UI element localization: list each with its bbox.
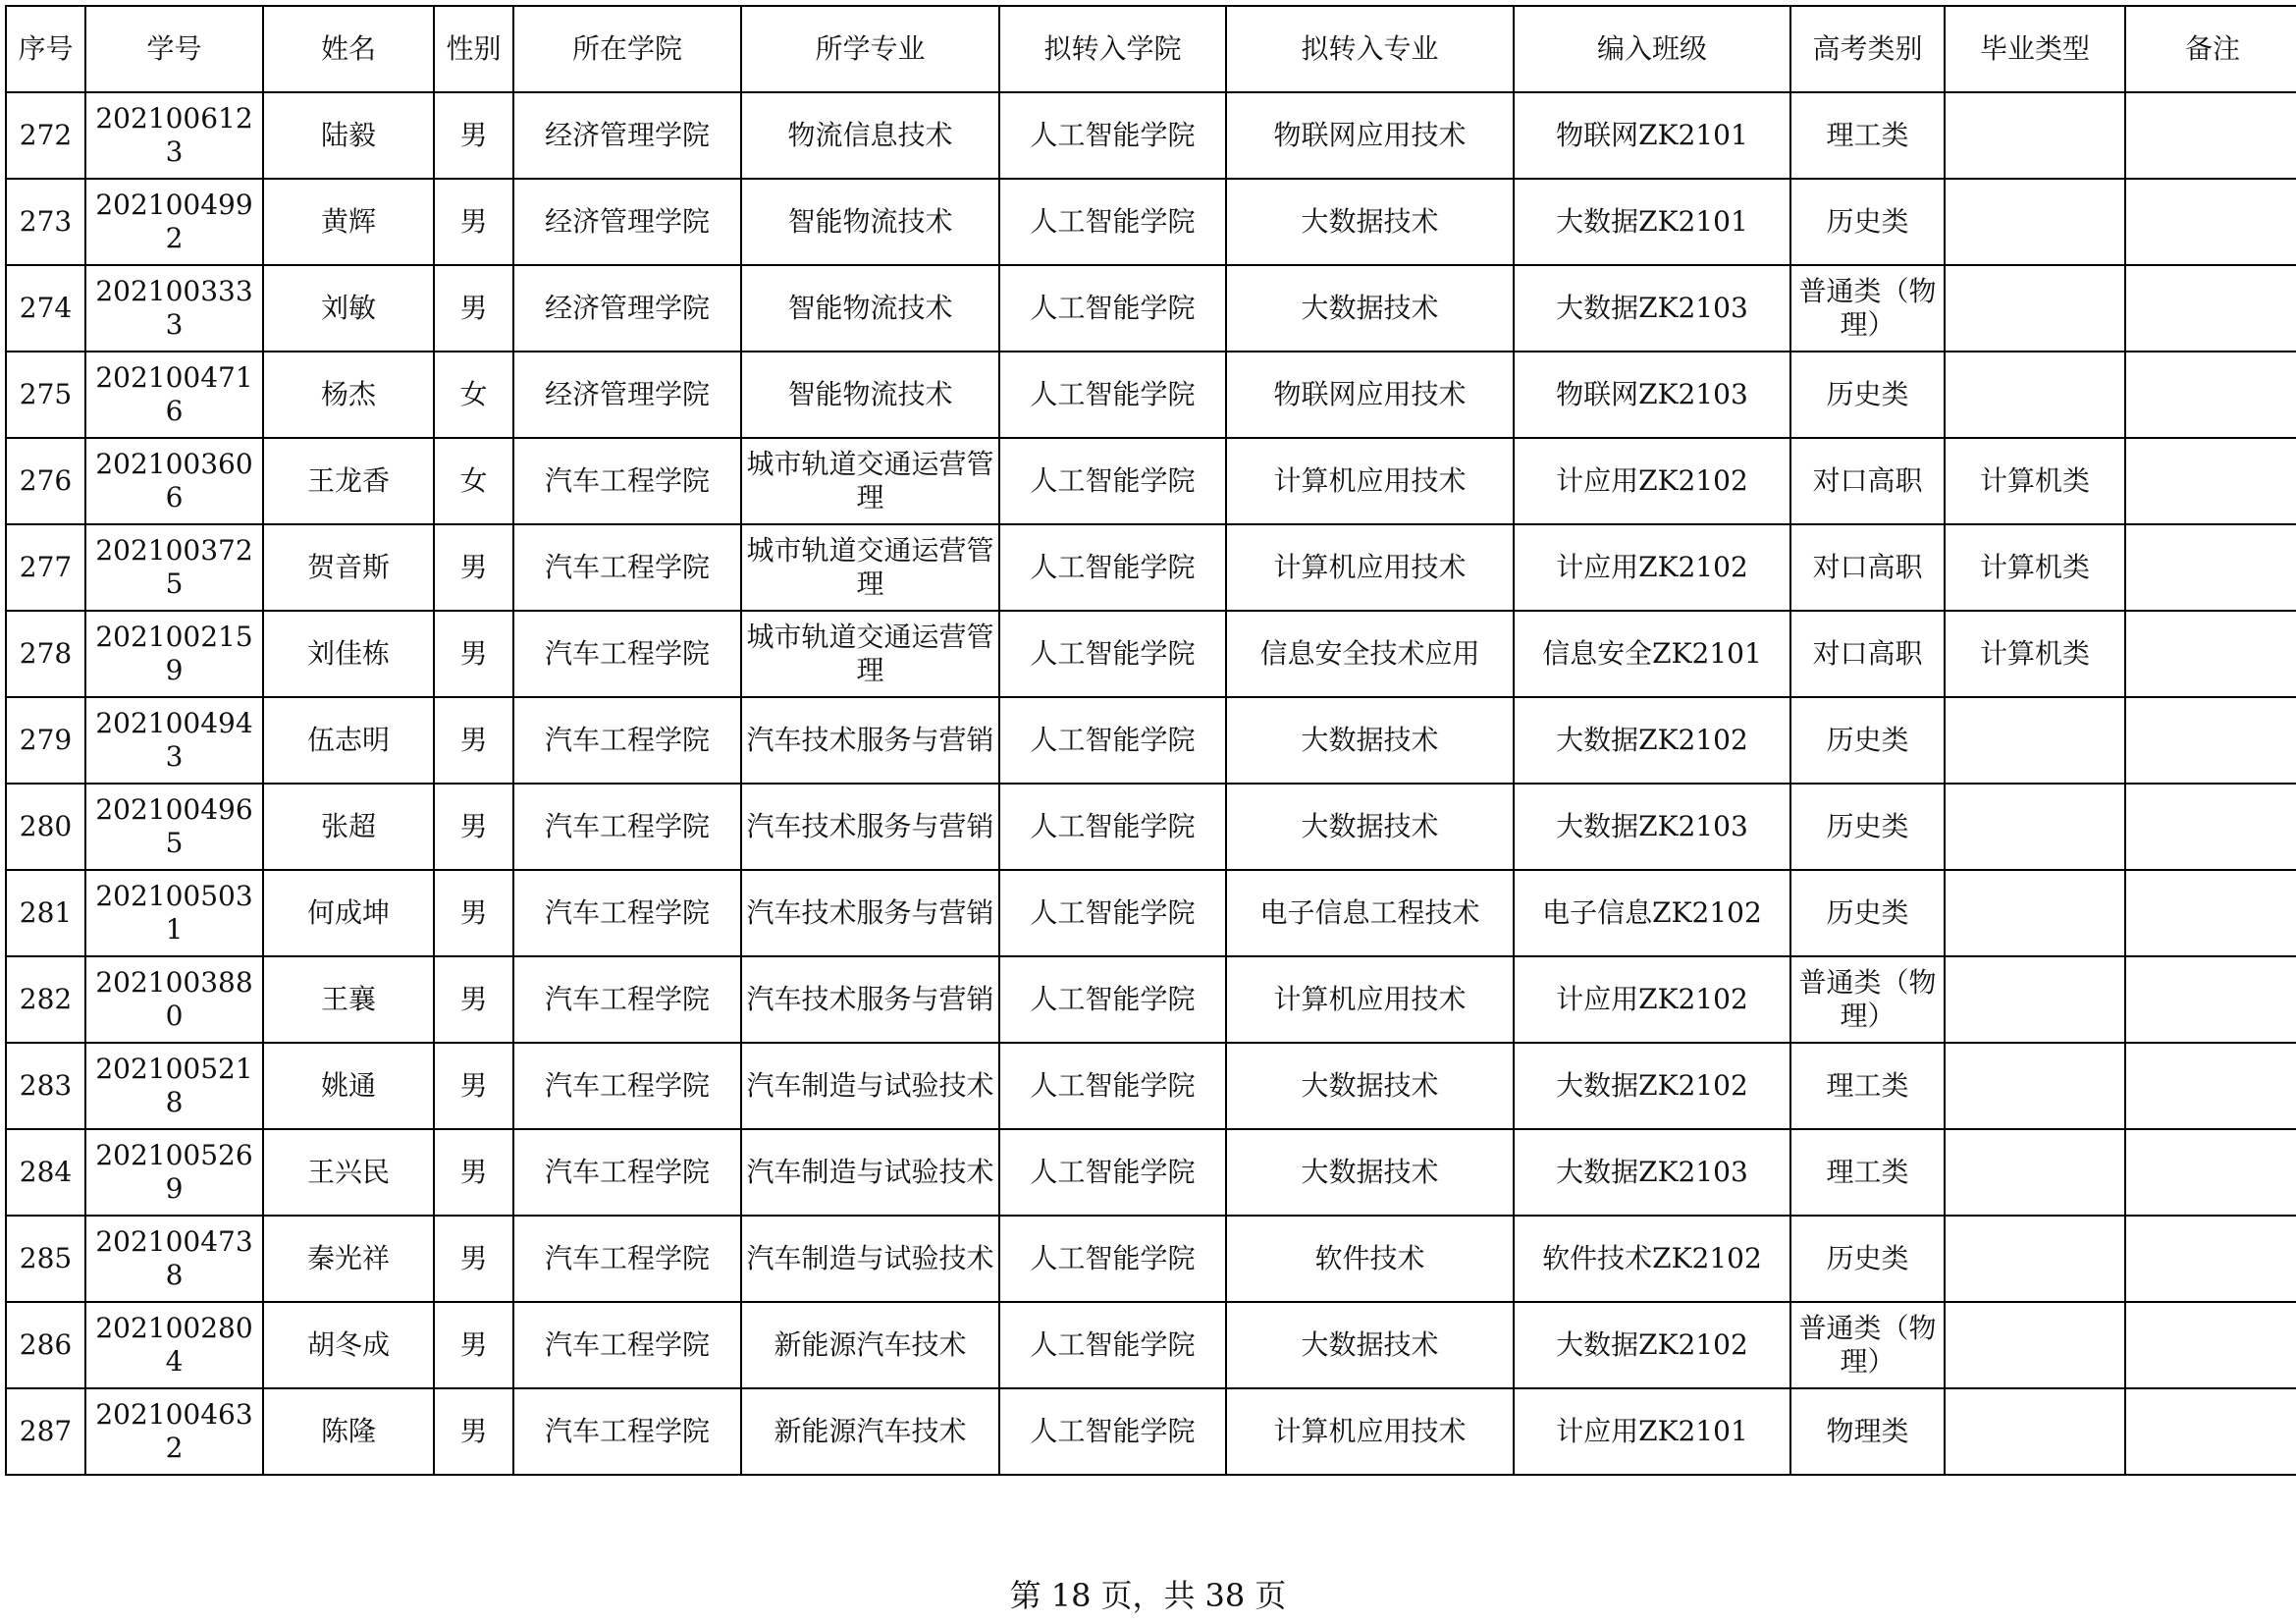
cell-assigned-class: 大数据ZK2103 <box>1514 1129 1790 1216</box>
header-index: 序号 <box>6 6 85 92</box>
header-assigned-class: 编入班级 <box>1514 6 1790 92</box>
cell-index: 285 <box>6 1216 85 1302</box>
cell-target-college: 人工智能学院 <box>999 784 1226 870</box>
cell-student-id: 2021003333 <box>85 265 263 352</box>
cell-exam-category: 理工类 <box>1790 1043 1945 1129</box>
cell-name: 王龙香 <box>263 438 434 524</box>
header-gender: 性别 <box>434 6 513 92</box>
cell-target-college: 人工智能学院 <box>999 524 1226 611</box>
cell-student-id: 2021003606 <box>85 438 263 524</box>
cell-exam-category: 普通类（物理） <box>1790 956 1945 1043</box>
header-student-id: 学号 <box>85 6 263 92</box>
table-row <box>6 179 2296 265</box>
cell-name: 王襄 <box>263 956 434 1043</box>
footer-suffix: 页 <box>1255 1577 1287 1614</box>
cell-target-major: 计算机应用技术 <box>1226 1388 1514 1475</box>
cell-current-college: 汽车工程学院 <box>513 1388 741 1475</box>
cell-name: 杨杰 <box>263 352 434 438</box>
cell-current-major: 汽车制造与试验技术 <box>741 1216 999 1302</box>
cell-gender: 男 <box>434 524 513 611</box>
header-graduation-type: 毕业类型 <box>1945 6 2125 92</box>
cell-graduation-type <box>1945 1302 2125 1388</box>
cell-student-id: 2021003880 <box>85 956 263 1043</box>
cell-graduation-type <box>1945 1043 2125 1129</box>
cell-current-major: 新能源汽车技术 <box>741 1302 999 1388</box>
cell-gender: 男 <box>434 179 513 265</box>
cell-index: 276 <box>6 438 85 524</box>
cell-remarks <box>2125 265 2296 352</box>
table-row <box>6 1302 2296 1388</box>
cell-student-id: 2021002159 <box>85 611 263 697</box>
cell-student-id: 2021005269 <box>85 1129 263 1216</box>
cell-student-id: 2021004632 <box>85 1388 263 1475</box>
cell-exam-category: 对口高职 <box>1790 524 1945 611</box>
cell-assigned-class: 大数据ZK2103 <box>1514 784 1790 870</box>
footer-middle: 页，共 <box>1100 1577 1196 1614</box>
cell-target-major: 大数据技术 <box>1226 1043 1514 1129</box>
cell-graduation-type <box>1945 697 2125 784</box>
cell-remarks <box>2125 611 2296 697</box>
header-name: 姓名 <box>263 6 434 92</box>
header-exam-category: 高考类别 <box>1790 6 1945 92</box>
cell-current-major: 汽车技术服务与营销 <box>741 784 999 870</box>
cell-gender: 男 <box>434 1129 513 1216</box>
cell-current-major: 汽车技术服务与营销 <box>741 956 999 1043</box>
cell-student-id: 2021005218 <box>85 1043 263 1129</box>
cell-name: 陈隆 <box>263 1388 434 1475</box>
cell-gender: 男 <box>434 697 513 784</box>
footer-prefix: 第 <box>1009 1577 1041 1614</box>
table-row <box>6 697 2296 784</box>
cell-student-id: 2021003725 <box>85 524 263 611</box>
cell-target-major: 物联网应用技术 <box>1226 92 1514 179</box>
cell-index: 272 <box>6 92 85 179</box>
table-row <box>6 1216 2296 1302</box>
cell-student-id: 2021004992 <box>85 179 263 265</box>
cell-current-major: 汽车制造与试验技术 <box>741 1043 999 1129</box>
cell-current-college: 汽车工程学院 <box>513 1129 741 1216</box>
cell-remarks <box>2125 956 2296 1043</box>
cell-target-major: 计算机应用技术 <box>1226 956 1514 1043</box>
cell-current-major: 智能物流技术 <box>741 179 999 265</box>
footer-total-pages: 38 <box>1204 1577 1246 1614</box>
cell-target-major: 大数据技术 <box>1226 1302 1514 1388</box>
cell-index: 287 <box>6 1388 85 1475</box>
cell-exam-category: 对口高职 <box>1790 611 1945 697</box>
cell-student-id: 2021004943 <box>85 697 263 784</box>
cell-target-college: 人工智能学院 <box>999 179 1226 265</box>
cell-current-major: 城市轨道交通运营管理 <box>741 438 999 524</box>
cell-target-major: 电子信息工程技术 <box>1226 870 1514 956</box>
cell-exam-category: 历史类 <box>1790 179 1945 265</box>
table-row <box>6 524 2296 611</box>
cell-index: 279 <box>6 697 85 784</box>
cell-current-college: 汽车工程学院 <box>513 438 741 524</box>
table-row <box>6 870 2296 956</box>
table-row <box>6 1388 2296 1475</box>
cell-current-college: 汽车工程学院 <box>513 524 741 611</box>
cell-gender: 男 <box>434 956 513 1043</box>
cell-current-college: 汽车工程学院 <box>513 956 741 1043</box>
cell-remarks <box>2125 1216 2296 1302</box>
cell-current-college: 汽车工程学院 <box>513 611 741 697</box>
cell-target-major: 大数据技术 <box>1226 697 1514 784</box>
header-remarks: 备注 <box>2125 6 2296 92</box>
cell-name: 陆毅 <box>263 92 434 179</box>
cell-current-major: 城市轨道交通运营管理 <box>741 524 999 611</box>
cell-graduation-type <box>1945 956 2125 1043</box>
cell-remarks <box>2125 524 2296 611</box>
cell-gender: 男 <box>434 1388 513 1475</box>
cell-gender: 男 <box>434 265 513 352</box>
cell-assigned-class: 计应用ZK2101 <box>1514 1388 1790 1475</box>
footer-page-number: 18 <box>1050 1577 1092 1614</box>
cell-target-college: 人工智能学院 <box>999 697 1226 784</box>
cell-current-major: 城市轨道交通运营管理 <box>741 611 999 697</box>
cell-gender: 男 <box>434 1302 513 1388</box>
header-current-college: 所在学院 <box>513 6 741 92</box>
cell-remarks <box>2125 784 2296 870</box>
cell-assigned-class: 计应用ZK2102 <box>1514 438 1790 524</box>
cell-index: 277 <box>6 524 85 611</box>
cell-target-college: 人工智能学院 <box>999 956 1226 1043</box>
cell-exam-category: 历史类 <box>1790 697 1945 784</box>
cell-graduation-type <box>1945 784 2125 870</box>
cell-current-major: 物流信息技术 <box>741 92 999 179</box>
cell-assigned-class: 信息安全ZK2101 <box>1514 611 1790 697</box>
cell-gender: 男 <box>434 611 513 697</box>
cell-student-id: 2021004716 <box>85 352 263 438</box>
cell-exam-category: 理工类 <box>1790 1129 1945 1216</box>
header-target-college: 拟转入学院 <box>999 6 1226 92</box>
cell-exam-category: 对口高职 <box>1790 438 1945 524</box>
cell-current-college: 汽车工程学院 <box>513 1302 741 1388</box>
cell-current-college: 经济管理学院 <box>513 352 741 438</box>
cell-remarks <box>2125 92 2296 179</box>
table-row <box>6 92 2296 179</box>
cell-current-college: 汽车工程学院 <box>513 1216 741 1302</box>
cell-remarks <box>2125 870 2296 956</box>
cell-remarks <box>2125 1302 2296 1388</box>
cell-index: 273 <box>6 179 85 265</box>
cell-current-major: 汽车技术服务与营销 <box>741 697 999 784</box>
cell-index: 282 <box>6 956 85 1043</box>
table-row <box>6 784 2296 870</box>
cell-student-id: 2021006123 <box>85 92 263 179</box>
cell-exam-category: 普通类（物理） <box>1790 265 1945 352</box>
cell-target-major: 大数据技术 <box>1226 265 1514 352</box>
cell-index: 280 <box>6 784 85 870</box>
cell-assigned-class: 大数据ZK2101 <box>1514 179 1790 265</box>
cell-exam-category: 历史类 <box>1790 870 1945 956</box>
cell-exam-category: 历史类 <box>1790 1216 1945 1302</box>
cell-index: 274 <box>6 265 85 352</box>
cell-gender: 男 <box>434 1043 513 1129</box>
table-header-row <box>6 6 2296 92</box>
cell-target-major: 大数据技术 <box>1226 784 1514 870</box>
cell-exam-category: 历史类 <box>1790 352 1945 438</box>
cell-graduation-type <box>1945 179 2125 265</box>
cell-target-college: 人工智能学院 <box>999 265 1226 352</box>
cell-assigned-class: 大数据ZK2102 <box>1514 1043 1790 1129</box>
cell-target-major: 计算机应用技术 <box>1226 524 1514 611</box>
cell-graduation-type <box>1945 265 2125 352</box>
cell-target-college: 人工智能学院 <box>999 611 1226 697</box>
cell-current-major: 智能物流技术 <box>741 352 999 438</box>
cell-name: 贺音斯 <box>263 524 434 611</box>
cell-current-major: 汽车制造与试验技术 <box>741 1129 999 1216</box>
page-footer <box>0 1571 2296 1616</box>
cell-target-major: 物联网应用技术 <box>1226 352 1514 438</box>
cell-gender: 男 <box>434 1216 513 1302</box>
cell-assigned-class: 计应用ZK2102 <box>1514 524 1790 611</box>
cell-target-college: 人工智能学院 <box>999 438 1226 524</box>
cell-gender: 男 <box>434 784 513 870</box>
cell-gender: 女 <box>434 438 513 524</box>
cell-graduation-type: 计算机类 <box>1945 524 2125 611</box>
cell-assigned-class: 软件技术ZK2102 <box>1514 1216 1790 1302</box>
cell-graduation-type: 计算机类 <box>1945 438 2125 524</box>
table-row <box>6 265 2296 352</box>
table-row <box>6 352 2296 438</box>
table-row <box>6 956 2296 1043</box>
cell-remarks <box>2125 1388 2296 1475</box>
cell-assigned-class: 电子信息ZK2102 <box>1514 870 1790 956</box>
cell-index: 275 <box>6 352 85 438</box>
cell-gender: 女 <box>434 352 513 438</box>
cell-remarks <box>2125 179 2296 265</box>
table-body <box>6 92 2296 1475</box>
cell-current-college: 经济管理学院 <box>513 265 741 352</box>
cell-current-college: 汽车工程学院 <box>513 697 741 784</box>
table-row <box>6 611 2296 697</box>
cell-current-major: 汽车技术服务与营销 <box>741 870 999 956</box>
cell-index: 286 <box>6 1302 85 1388</box>
cell-remarks <box>2125 1043 2296 1129</box>
cell-graduation-type <box>1945 1388 2125 1475</box>
cell-graduation-type <box>1945 1129 2125 1216</box>
cell-assigned-class: 物联网ZK2101 <box>1514 92 1790 179</box>
cell-target-major: 软件技术 <box>1226 1216 1514 1302</box>
table-row <box>6 1043 2296 1129</box>
cell-target-college: 人工智能学院 <box>999 1302 1226 1388</box>
cell-graduation-type <box>1945 1216 2125 1302</box>
cell-exam-category: 历史类 <box>1790 784 1945 870</box>
cell-target-major: 大数据技术 <box>1226 179 1514 265</box>
cell-target-college: 人工智能学院 <box>999 92 1226 179</box>
cell-name: 胡冬成 <box>263 1302 434 1388</box>
cell-current-college: 汽车工程学院 <box>513 870 741 956</box>
cell-graduation-type <box>1945 870 2125 956</box>
cell-index: 278 <box>6 611 85 697</box>
table-row <box>6 438 2296 524</box>
cell-name: 刘佳栋 <box>263 611 434 697</box>
cell-name: 黄辉 <box>263 179 434 265</box>
cell-remarks <box>2125 352 2296 438</box>
cell-graduation-type <box>1945 92 2125 179</box>
cell-assigned-class: 大数据ZK2103 <box>1514 265 1790 352</box>
cell-remarks <box>2125 438 2296 524</box>
cell-target-major: 大数据技术 <box>1226 1129 1514 1216</box>
cell-name: 王兴民 <box>263 1129 434 1216</box>
cell-name: 伍志明 <box>263 697 434 784</box>
cell-student-id: 2021005031 <box>85 870 263 956</box>
cell-target-college: 人工智能学院 <box>999 1043 1226 1129</box>
cell-name: 秦光祥 <box>263 1216 434 1302</box>
cell-name: 何成坤 <box>263 870 434 956</box>
cell-current-college: 经济管理学院 <box>513 179 741 265</box>
cell-gender: 男 <box>434 92 513 179</box>
cell-name: 张超 <box>263 784 434 870</box>
cell-name: 刘敏 <box>263 265 434 352</box>
header-target-major: 拟转入专业 <box>1226 6 1514 92</box>
cell-index: 281 <box>6 870 85 956</box>
cell-exam-category: 普通类（物理） <box>1790 1302 1945 1388</box>
cell-student-id: 2021002804 <box>85 1302 263 1388</box>
cell-current-college: 汽车工程学院 <box>513 784 741 870</box>
cell-student-id: 2021004965 <box>85 784 263 870</box>
cell-target-college: 人工智能学院 <box>999 352 1226 438</box>
cell-graduation-type: 计算机类 <box>1945 611 2125 697</box>
cell-index: 284 <box>6 1129 85 1216</box>
cell-gender: 男 <box>434 870 513 956</box>
cell-assigned-class: 大数据ZK2102 <box>1514 697 1790 784</box>
cell-current-major: 新能源汽车技术 <box>741 1388 999 1475</box>
cell-remarks <box>2125 1129 2296 1216</box>
cell-target-major: 信息安全技术应用 <box>1226 611 1514 697</box>
cell-target-college: 人工智能学院 <box>999 1216 1226 1302</box>
cell-target-college: 人工智能学院 <box>999 1129 1226 1216</box>
header-current-major: 所学专业 <box>741 6 999 92</box>
cell-exam-category: 物理类 <box>1790 1388 1945 1475</box>
cell-target-college: 人工智能学院 <box>999 870 1226 956</box>
cell-target-major: 计算机应用技术 <box>1226 438 1514 524</box>
cell-index: 283 <box>6 1043 85 1129</box>
cell-graduation-type <box>1945 352 2125 438</box>
cell-current-college: 汽车工程学院 <box>513 1043 741 1129</box>
cell-assigned-class: 大数据ZK2102 <box>1514 1302 1790 1388</box>
table-row <box>6 1129 2296 1216</box>
cell-assigned-class: 物联网ZK2103 <box>1514 352 1790 438</box>
cell-remarks <box>2125 697 2296 784</box>
cell-assigned-class: 计应用ZK2102 <box>1514 956 1790 1043</box>
cell-name: 姚通 <box>263 1043 434 1129</box>
cell-exam-category: 理工类 <box>1790 92 1945 179</box>
cell-current-major: 智能物流技术 <box>741 265 999 352</box>
cell-current-college: 经济管理学院 <box>513 92 741 179</box>
transfer-roster-table <box>5 5 2296 1476</box>
cell-target-college: 人工智能学院 <box>999 1388 1226 1475</box>
cell-student-id: 2021004738 <box>85 1216 263 1302</box>
